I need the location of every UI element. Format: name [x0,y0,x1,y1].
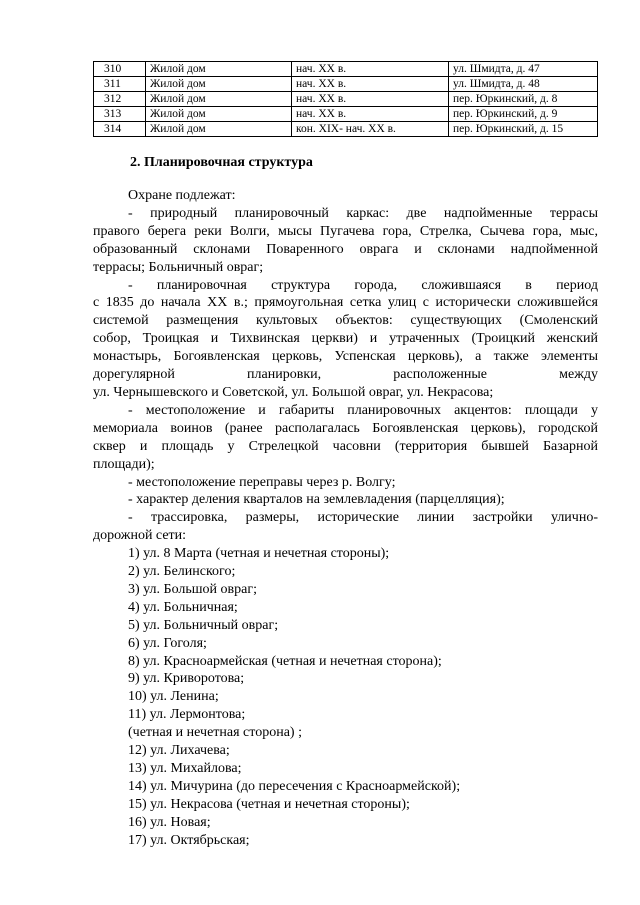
paragraph-line: - характер деления кварталов на землевладения (парцелляция); [128,492,505,508]
paragraph-line: террасы; Больничный овраг; [93,259,264,275]
street-item: 14) ул. Мичурина (до пересечения с Красноармейской); [128,778,461,794]
paragraph-line: монастырь, Богоявленская церковь, Успенская церковь), а также элементы [93,349,598,365]
table-cell-number: 313 [94,107,146,122]
street-item: 12) ул. Лихачева; [128,743,230,759]
table-cell-address: пер. Юркинский, д. 9 [449,107,598,122]
table-cell-name: Жилой дом [146,92,292,107]
street-item: 11) ул. Лермонтова; [128,707,246,723]
street-item: 9) ул. Криворотова; [128,671,245,687]
paragraph-line: дорегулярной планировки, расположенные между [93,367,598,383]
street-item: 13) ул. Михайлова; [128,761,242,776]
paragraph-line: - местоположение переправы через р. Волгу; [128,474,396,490]
table-cell-address: пер. Юркинский, д. 8 [449,92,598,107]
table-cell-number: 314 [94,122,146,137]
street-item: 4) ул. Больничная; [128,599,238,615]
table-cell-date: нач. XX в. [292,77,449,92]
paragraph-line: мемориала воинов (ранее располагалась Богоявленская церковь), городской [93,420,598,436]
street-item: 15) ул. Некрасова (четная и нечетная стороны); [128,796,410,812]
paragraph-line: площади); [93,456,155,472]
street-item: 2) ул. Белинского; [128,564,236,580]
paragraph-line: - планировочная структура города, сложившаяся в период [128,277,598,293]
paragraph-line: - трассировка, размеры, исторические линии застройки улично- [128,510,598,526]
paragraph-line: с 1835 до начала XX в.; прямоугольная сетка улиц с исторически сложившейся [93,295,598,311]
street-item: 17) ул. Октябрьская; [128,832,250,848]
street-item: 5) ул. Больничный овраг; [128,617,279,633]
street-item: 3) ул. Большой овраг; [128,581,257,597]
table-cell-address: ул. Шмидта, д. 47 [449,62,598,77]
paragraph-line: - местоположение и габариты планировочных акцентов: площади у [128,402,598,418]
table-cell-number: 312 [94,92,146,107]
paragraph-line: собор, Троицкая и Тихвинская церкви) и утраченных (Троицкий женский [93,331,598,347]
table-cell-date: кон. XIX- нач. XX в. [292,122,449,137]
paragraph-line: - природный планировочный каркас: две надпойменные террасы [128,205,598,221]
paragraph-line: системой размещения культовых объектов: существующих (Смоленский [93,313,598,329]
table-cell-date: нач. XX в. [292,107,449,122]
table-row [94,107,598,122]
street-item: 16) ул. Новая; [128,814,211,830]
table-cell-number: 311 [94,77,146,92]
table-cell-date: нач. XX в. [292,62,449,77]
section-heading: 2. Планировочная структура [130,155,313,170]
section-body [93,187,598,850]
table-cell-name: Жилой дом [146,62,292,77]
paragraph-line: правого берега реки Волги, мысы Пугачева гора, Стрелка, Сычева гора, мыс, [93,223,598,239]
intro-line: Охране подлежат: [128,188,236,203]
table-cell-address: пер. Юркинский, д. 15 [449,122,598,137]
table-row [94,92,598,107]
street-item: 8) ул. Красноармейская (четная и нечетная сторона); [128,653,442,669]
table-cell-date: нач. XX в. [292,92,449,107]
street-item: (четная и нечетная сторона) ; [128,725,302,741]
table-cell-name: Жилой дом [146,107,292,122]
monuments-table [93,61,598,137]
paragraph-line: ул. Чернышевского и Советской, ул. Большой овраг, ул. Некрасова; [93,384,494,400]
street-item: 1) ул. 8 Марта (четная и нечетная стороны); [128,546,390,562]
street-item: 10) ул. Ленина; [128,689,219,705]
street-item: 6) ул. Гоголя; [128,635,207,651]
paragraph-line: сквер и площадь у Стрелецкой часовни (территория бывшей Базарной [93,438,598,454]
table-row [94,77,598,92]
paragraph-line: образованный склонами Поваренного оврага и склонами надпойменной [93,241,598,257]
table-cell-name: Жилой дом [146,77,292,92]
table-row [94,62,598,77]
table-cell-number: 310 [94,62,146,77]
table-row [94,122,598,137]
table-cell-address: ул. Шмидта, д. 48 [449,77,598,92]
paragraph-line: дорожной сети: [93,528,187,544]
table-cell-name: Жилой дом [146,122,292,137]
